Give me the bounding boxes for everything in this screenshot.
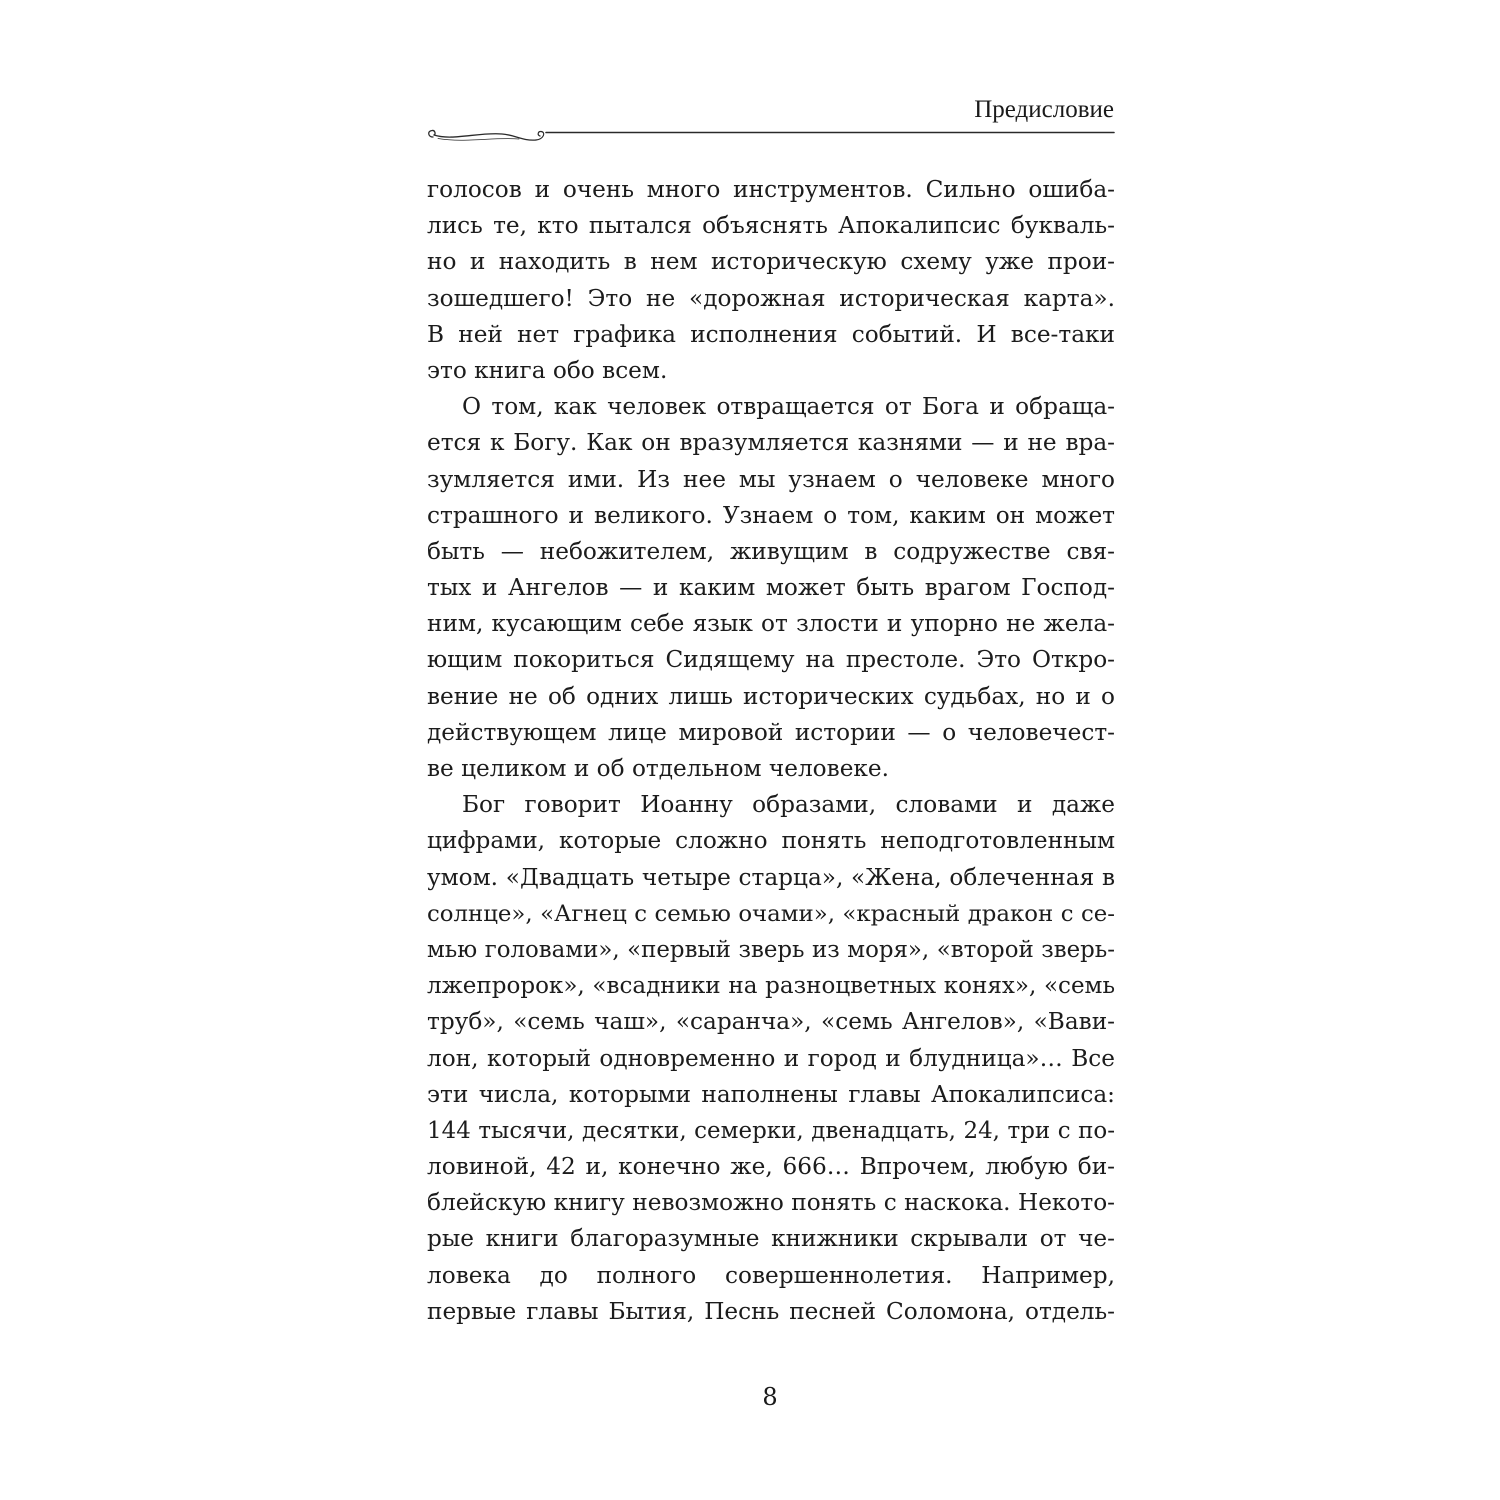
text-line: действующем лице мировой истории — о человечест- [427,718,1115,746]
text-line: зошедшего! Это не «дорожная историческая карта». [427,284,1115,312]
text-line: зумляется ими. Из нее мы узнаем о человеке много [427,465,1115,493]
text-line: Бог говорит Иоанну образами, словами и даже [462,791,1115,819]
text-line: лон, который одновременно и город и блудница»… Все [427,1044,1115,1072]
text-line: труб», «семь чаш», «саранча», «семь Ангелов», «Вави- [427,1008,1115,1036]
body-text [427,172,1115,1330]
text-line: ловека до полного совершеннолетия. Например, [427,1261,1115,1289]
text-line: ловиной, 42 и, конечно же, 666… Впрочем, любую би- [427,1153,1115,1181]
text-line: ется к Богу. Как он вразумляется казнями — и не вра- [427,429,1115,457]
text-line: лись те, кто пытался объяснять Апокалипсис букваль- [427,212,1115,240]
text-line: голосов и очень много инструментов. Сильно ошиба- [427,176,1115,203]
text-line: блейскую книгу невозможно понять с наскока. Некото- [427,1189,1115,1217]
text-line: ве целиком и об отдельном человеке. [427,755,890,782]
text-line: 144 тысячи, десятки, семерки, двенадцать, 24, три с по- [427,1117,1115,1144]
text-line: тых и Ангелов — и каким может быть врагом Господ- [427,574,1115,602]
text-line: ющим покориться Сидящему на престоле. Это Откро- [427,646,1115,674]
text-line: первые главы Бытия, Песнь песней Соломона, отдель- [427,1297,1115,1325]
text-line: но и находить в нем историческую схему уже прои- [427,248,1115,276]
text-line: страшного и великого. Узнаем о том, каким он может [427,501,1115,529]
text-line: лжепророк», «всадники на разноцветных конях», «семь [427,973,1115,1000]
text-line: В ней нет графика исполнения событий. И все-таки [427,320,1115,348]
running-head: Предисловие [974,96,1114,123]
header-ornament-rule [424,126,1116,152]
text-line: рые книги благоразумные книжники скрывали от че- [427,1225,1115,1253]
text-line: быть — небожителем, живущим в содружестве свя- [427,537,1115,565]
text-line: солнце», «Агнец с семью очами», «красный дракон с се- [427,900,1115,927]
text-line: О том, как человек отвращается от Бога и обраща- [462,393,1115,421]
page-number: 8 [762,1383,778,1411]
text-line: ним, кусающим себе язык от злости и упорно не жела- [427,610,1115,638]
text-line: умом. «Двадцать четыре старца», «Жена, облеченная в [427,863,1115,891]
text-line: вение не об одних лишь исторических судьбах, но и о [427,682,1115,710]
text-line: цифрами, которые сложно понять неподготовленным [427,827,1115,855]
text-line: это книга обо всем. [427,356,668,384]
text-line: мью головами», «первый зверь из моря», «второй зверь- [427,936,1115,963]
text-line: эти числа, которыми наполнены главы Апокалипсиса: [427,1080,1115,1108]
